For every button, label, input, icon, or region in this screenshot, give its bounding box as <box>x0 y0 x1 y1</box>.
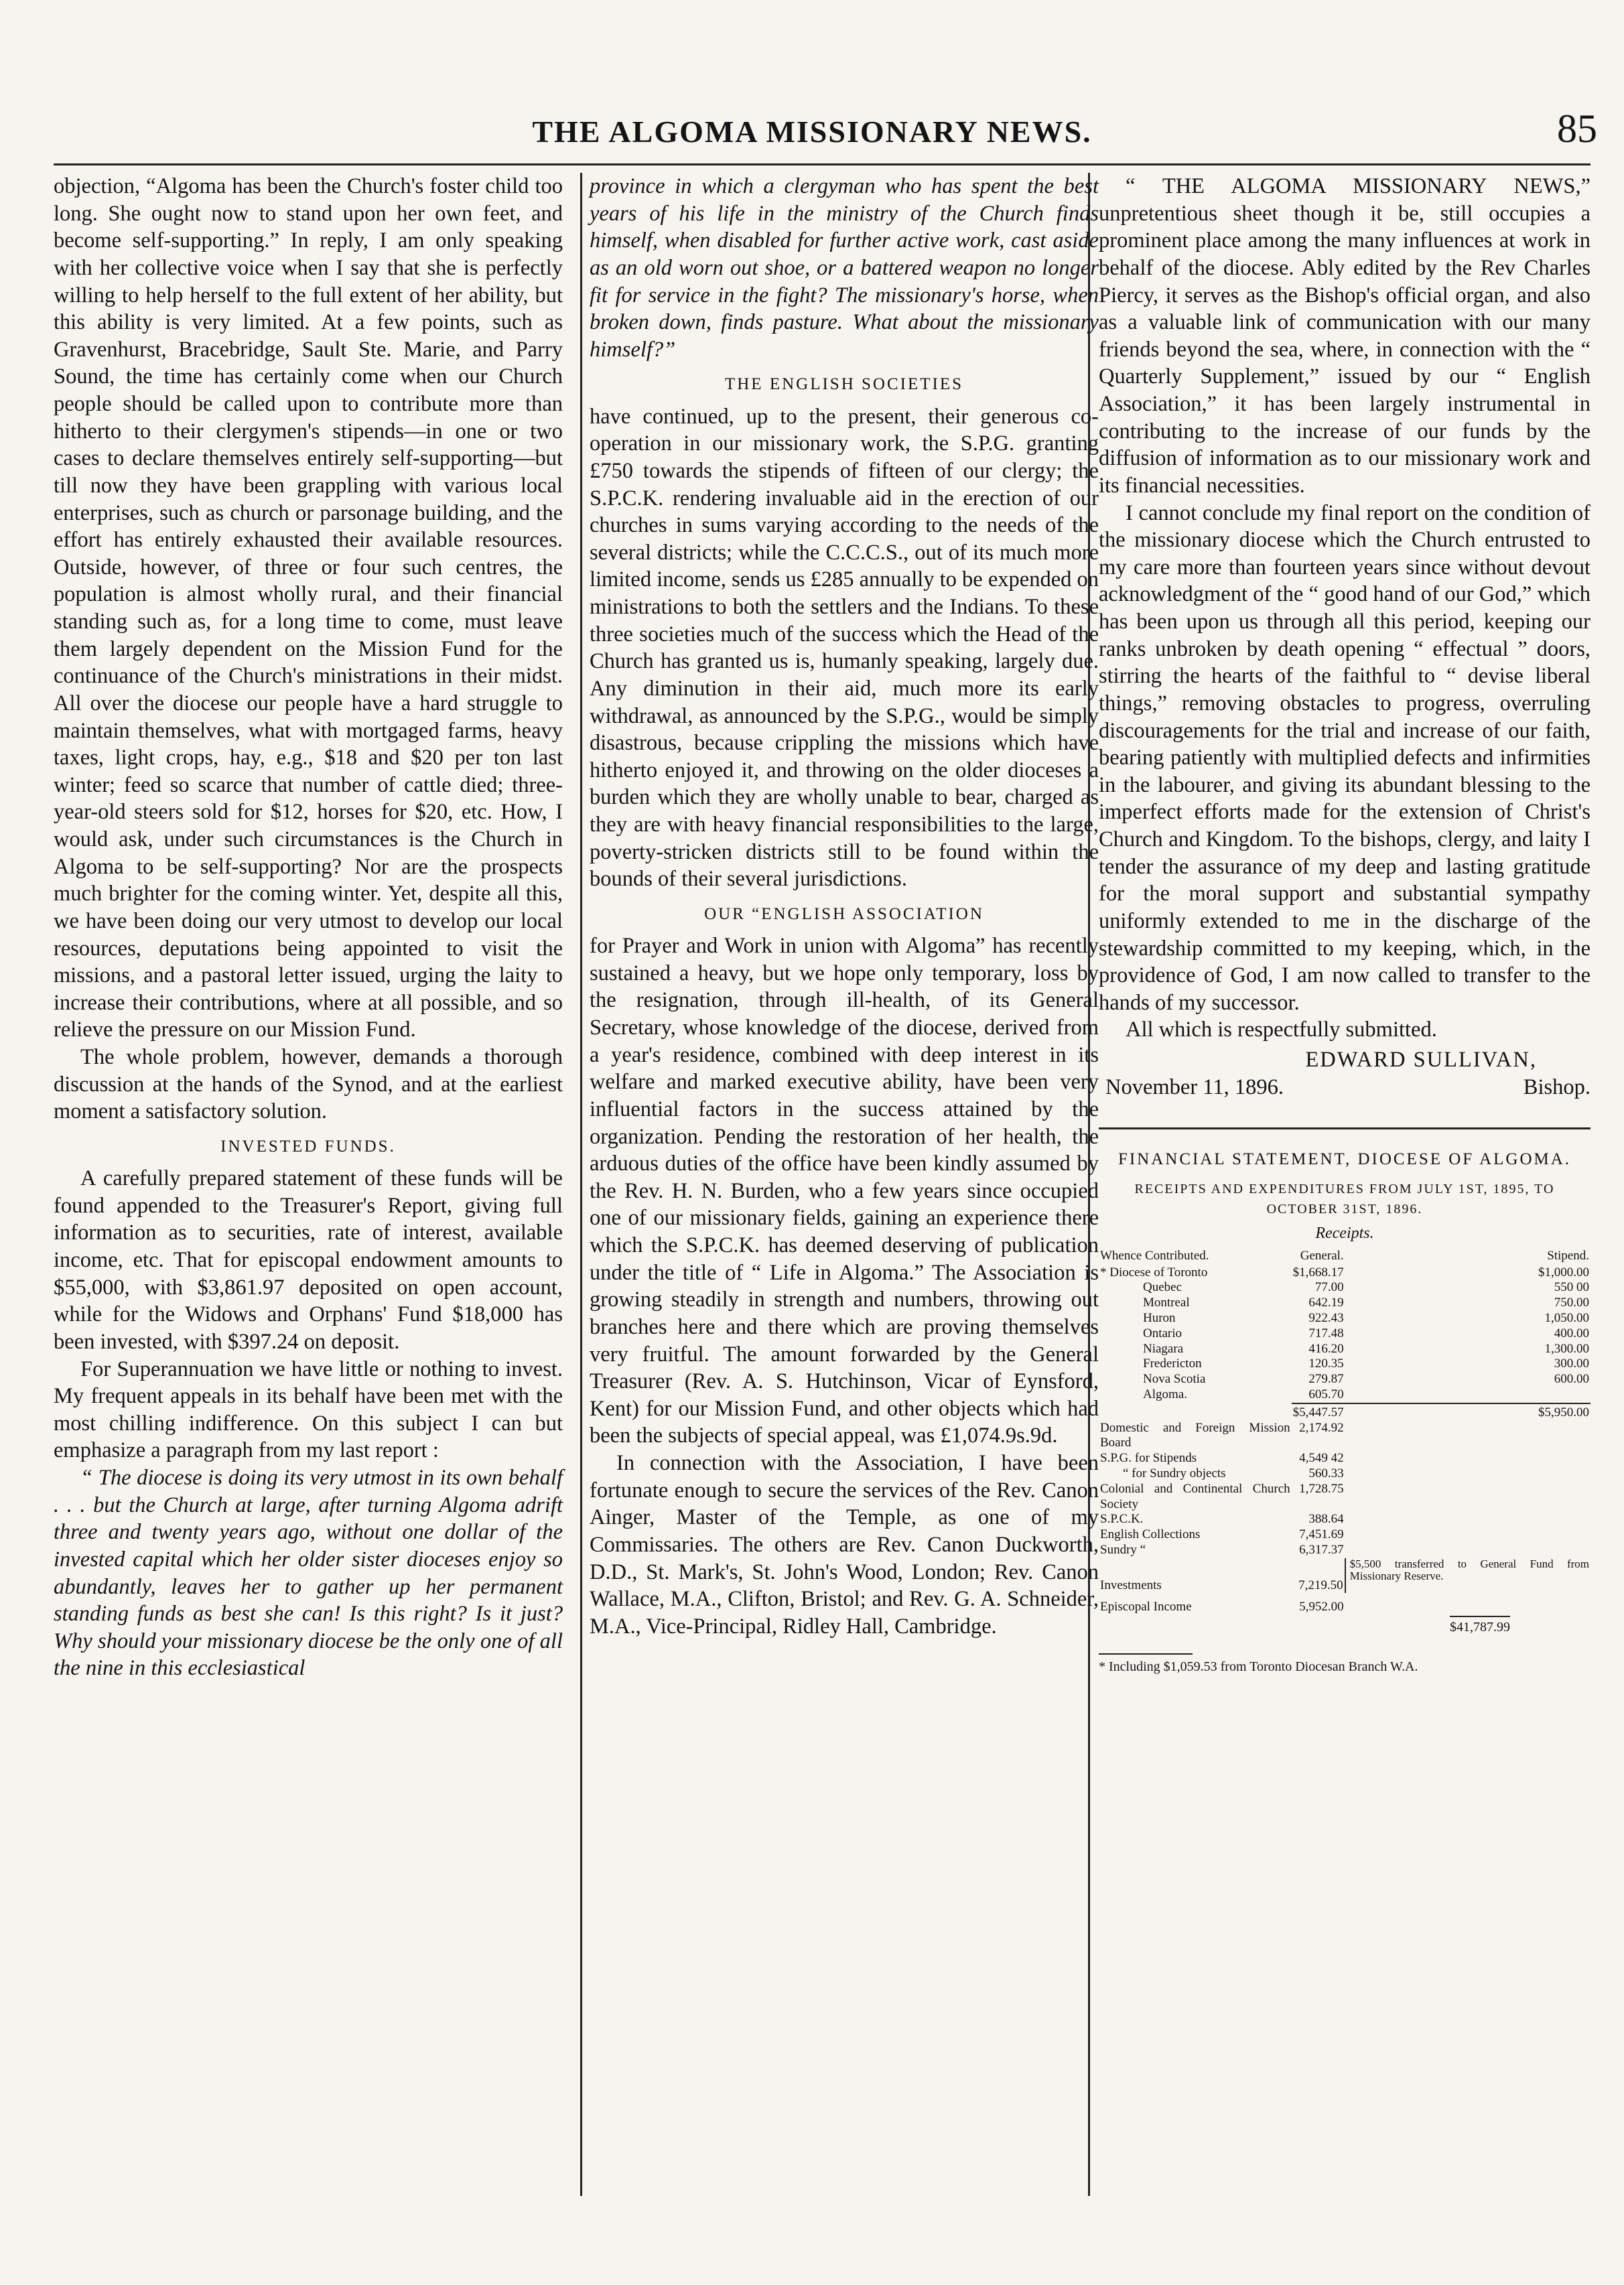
table-row <box>1099 1451 1591 1466</box>
table-row <box>1099 1265 1591 1281</box>
paragraph: In connection with the Association, I have been fortunate enough to secure the services of the Rev. Canon Ainger, Master of the Temple, as one of my Commissaries. The others are Rev. Canon Duckworth, D.D., St. Mark's, St. John's Wood, London; Rev. Canon Wallace, M.A., Clifton, Bristol; and Rev. G. A. Schneider, M.A., Vice-Principal, Ridley Hall, Cambridge. <box>590 1451 1099 1639</box>
row-stipend: 1,050.00 <box>1544 1310 1589 1325</box>
row-source: Episcopal Income <box>1100 1600 1192 1614</box>
table-row <box>1099 1357 1591 1372</box>
row-general: 388.64 <box>1308 1512 1344 1527</box>
closing-line: All which is respectfully submitted. <box>1126 1018 1437 1042</box>
row-source: Fredericton <box>1143 1357 1202 1371</box>
grand-total-value: $41,787.99 <box>1450 1616 1510 1635</box>
row-stipend: 300.00 <box>1554 1357 1589 1371</box>
masthead: THE ALGOMA MISSIONARY NEWS. <box>532 115 1092 149</box>
row-source: Huron <box>1143 1310 1176 1325</box>
table-row <box>1099 1512 1591 1527</box>
row-general: 560.33 <box>1308 1466 1344 1480</box>
paragraph: For Superannuation we have little or nothing to invest. My frequent appeals in its behalf have been met with the most chilling indifference. On this subject I can but emphasize a paragraph from my last report : <box>54 1357 563 1463</box>
row-general: 77.00 <box>1314 1280 1344 1295</box>
row-general: 717.48 <box>1308 1326 1344 1340</box>
row-source: S.P.G. for Stipends <box>1100 1451 1197 1466</box>
table-row <box>1099 1296 1591 1311</box>
receipts-table <box>1099 1249 1591 1616</box>
subtotal-stipend: $5,950.00 <box>1345 1403 1591 1421</box>
table-row <box>1099 1482 1591 1513</box>
row-stipend: 550 00 <box>1554 1280 1589 1295</box>
financial-rule <box>1099 1127 1591 1129</box>
row-general: 7,219.50 <box>1298 1578 1343 1592</box>
row-source: Montreal <box>1143 1296 1190 1310</box>
section-heading-english-societies: THE ENGLISH SOCIETIES <box>724 375 964 394</box>
header-rule <box>54 163 1591 165</box>
paragraph: for Prayer and Work in union with Algoma” has recently sustained a heavy, but we hope only temporary, loss by the resignation, through ill-health, of its General Secretary, whose knowledge of the diocese, derived from a year's residence, combined with deep interest in its welfare and marked executive ability, have been very influential factors in the success attained by the organization. Pending the restoration of her health, the arduous duties of the office have been kindly assumed by the Rev. H. N. Burden, who a few years since occupied one of our missionary fields, gaining an experience there which the S.P.C.K. has deemed deserving of publication under the title of “ Life in Algoma.” The Association is growing steadily in strength and numbers, throwing out branches here and there which are proving themselves very fruitful. The amount forwarded by the General Treasurer (Rev. A. S. Hutchinson, Vicar of Eynsford, Kent) for our Mission Fund, and other objects which had been the subjects of special appeal, was £1,074.9s.9d. <box>590 934 1099 1448</box>
footnote-rule <box>1099 1653 1193 1655</box>
row-source: “ for Sundry objects <box>1123 1466 1226 1480</box>
financial-statement-title: FINANCIAL STATEMENT, DIOCESE OF ALGOMA. <box>1118 1150 1572 1169</box>
table-row <box>1099 1387 1591 1403</box>
row-general: 279.87 <box>1308 1372 1344 1387</box>
row-source: S.P.C.K. <box>1100 1512 1144 1527</box>
table-subtotal-row <box>1099 1403 1591 1421</box>
row-source: Quebec <box>1143 1280 1182 1295</box>
paragraph: A carefully prepared statement of these funds will be found appended to the Treasurer's Report, giving full information as to securities, rate of interest, available income, etc. That for episcopal endowment amounts to $55,000, with $3,861.97 deposited on open account, while for the Widows and Orphans' Fund $18,000 has been invested, with $397.24 on deposit. <box>54 1166 563 1354</box>
table-row-episcopal <box>1099 1593 1591 1615</box>
row-source: Investments <box>1100 1578 1162 1592</box>
signature-date: November 11, 1896. <box>1105 1075 1284 1099</box>
subtotal-general: $5,447.57 <box>1292 1403 1345 1421</box>
grand-total <box>1099 1619 1591 1636</box>
table-header-row <box>1099 1249 1591 1265</box>
row-general: 1,728.75 <box>1299 1481 1344 1496</box>
row-general: 922.43 <box>1308 1310 1344 1325</box>
row-source: Sundry “ <box>1100 1542 1146 1557</box>
header-stipend: Stipend. <box>1547 1248 1589 1263</box>
row-source <box>1099 1403 1292 1421</box>
signature-name: EDWARD SULLIVAN, <box>1305 1048 1537 1072</box>
row-source: Ontario <box>1143 1326 1182 1340</box>
row-stipend: 1,300.00 <box>1544 1341 1589 1356</box>
paragraph: “ THE ALGOMA MISSIONARY NEWS,” unpretentious sheet though it be, still occupies a prominent place among the many influences at work in behalf of the diocese. Ably edited by the Rev Charles Piercy, it serves as the Bishop's official organ, and also as a valuable link of communication with our many friends beyond the sea, where, in connection with the “ Quarterly Supplement,” issued by our “ English Association,” it has been largely instrumental in contributing to the increase of our funds by the diffusion of information as to our missionary work and its financial necessities. <box>1099 174 1591 498</box>
row-stipend: 600.00 <box>1554 1372 1589 1387</box>
column-1 <box>54 173 563 1682</box>
header-source: Whence Contributed. <box>1100 1248 1209 1263</box>
transfer-note: $5,500 transferred to General Fund from Missionary Reserve. <box>1345 1558 1591 1594</box>
row-source: Colonial and Continental Church Society <box>1100 1481 1290 1511</box>
signature-date-line <box>1099 1074 1591 1101</box>
table-row <box>1099 1466 1591 1482</box>
quotation: “ The diocese is doing its very utmost in its own behalf . . . but the Church at large, after turning Algoma adrift three and twenty years ago, without one dollar of the invested capital which her older sister dioceses enjoy so abundantly, leaves her to gather up her permanent standing funds as best she can! Is this right? Is it just? Why should your missionary diocese be the only one of all the nine in this ecclesiastical <box>54 1466 563 1681</box>
row-stipend <box>1345 1387 1591 1403</box>
row-general: $1,668.17 <box>1292 1265 1344 1279</box>
row-general: 7,451.69 <box>1299 1527 1344 1542</box>
running-head <box>0 100 1624 161</box>
footnote: * Including $1,059.53 from Toronto Diocesan Branch W.A. <box>1099 1659 1418 1675</box>
paragraph: have continued, up to the present, their generous co-operation in our missionary work, the S.P.G. granting £750 towards the stipends of fifteen of our clergy; the S.P.C.K. rendering invaluable aid in the erection of our churches in sums varying according to the needs of the several districts; while the C.C.C.S., out of its much more limited income, sends us £285 annually to be expended on ministrations to both the settlers and the Indians. To these three societies much of the success which the Head of the Church has granted us is, humanly speaking, largely due. Any diminution in their aid, much more its early withdrawal, as announced by the S.P.G., would be simply disastrous, because crippling the missions which have hitherto enjoyed it, and throwing on the older dioceses a burden which they are wholly unable to bear, charged as they are with heavy financial responsibilities to the large, poverty-stricken districts still to be found within the bounds of their several jurisdictions. <box>590 404 1099 892</box>
header-general: General. <box>1300 1248 1344 1263</box>
column-2 <box>590 173 1099 1640</box>
signature-block <box>1099 1046 1591 1101</box>
table-row <box>1099 1372 1591 1387</box>
row-stipend: $1,000.00 <box>1538 1265 1589 1279</box>
row-source: * Diocese of Toronto <box>1100 1265 1208 1279</box>
page-number: 85 <box>1557 107 1597 151</box>
column-divider-1 <box>580 173 582 2196</box>
row-general: 5,952.00 <box>1299 1600 1344 1614</box>
column-3 <box>1099 173 1591 1675</box>
row-general: 6,317.37 <box>1299 1542 1344 1557</box>
paragraph: I cannot conclude my final report on the condition of the missionary diocese which the Church entrusted to my care more than fourteen years since without devout acknowledgment of the “ good hand of our God,” which has been upon us through all this period, keeping our ranks unbroken by death opening “ effectual ” doors, stirring the hearts of the faithful to “ devise liberal things,” removing obstacles to progress, overruling discouragements for the trial and increase of our faith, bearing patiently with multiplied defects and infirmities in the labourer, and giving its abundant blessing to the imperfect efforts made for the extension of Christ's Church and Kingdom. To the bishops, clergy, and laity I tender the assurance of my deep and lasting gratitude for the moral support and substantial sympathy uniformly extended to me in the discharge of the stewardship committed to my keeping, which, in the providence of God, I am now called to transfer to the hands of my successor. <box>1099 500 1591 1015</box>
table-row <box>1099 1342 1591 1357</box>
table-row <box>1099 1421 1591 1452</box>
table-row <box>1099 1326 1591 1342</box>
row-source: Niagara <box>1143 1341 1184 1356</box>
row-general: 605.70 <box>1308 1387 1344 1401</box>
paragraph: The whole problem, however, demands a thorough discussion at the hands of the Synod, and at the earliest moment a satisfactory solution. <box>54 1045 563 1124</box>
table-row <box>1099 1311 1591 1326</box>
financial-statement-subtitle: RECEIPTS AND EXPENDITURES FROM JULY 1ST, 1895, TO OCTOBER 31ST, 1896. <box>1134 1181 1555 1217</box>
section-heading-invested-funds: INVESTED FUNDS. <box>220 1137 396 1156</box>
row-source: English Collections <box>1100 1527 1201 1542</box>
paragraph: objection, “Algoma has been the Church's foster child too long. She ought now to stand upon her own feet, and become self-supporting.” In reply, I am only speaking with her collective voice when I say that she is perfectly willing to help herself to the full extent of her ability, but this ability is very limited. At a few points, such as Gravenhurst, Bracebridge, Sault Ste. Marie, and Parry Sound, the time has certainly come when our Church people should be called upon to contribute more than hitherto to their clergymen's stipends—in one or two cases to declare themselves entirely self-supporting—but till now they have been grappling with various local enterprises, such as church or parsonage building, and the effort has entirely exhausted their available resources. Outside, however, of three or four such centres, the population is almost wholly rural, and their financial standing such as, for a long time to come, must leave them largely dependent on the Mission Fund for the continuance of the Church's ministrations in their midst. All over the diocese our people have a hard struggle to maintain themselves, what with mortgaged farms, heavy taxes, light crops, hay, e.g., $18 and $20 per ton last winter; feed so scarce that number of cattle died; three-year-old steers sold for $12, horses for $20, etc. How, I would ask, under such circumstances is the Church in Algoma to be self-supporting? Nor are the prospects much brighter for the coming winter. Yet, despite all this, we have been doing our very utmost to develop our local resources, deputations being appointed to visit the missions, and a pastoral letter issued, urging the laity to increase their contributions, where at all possible, and so relieve the pressure on our Mission Fund. <box>54 174 563 1042</box>
row-general: 2,174.92 <box>1299 1420 1344 1435</box>
row-stipend: 400.00 <box>1554 1326 1589 1340</box>
table-row-investments <box>1099 1558 1591 1594</box>
receipts-label: Receipts. <box>1315 1224 1374 1242</box>
table-row <box>1099 1280 1591 1296</box>
row-source: Nova Scotia <box>1143 1372 1206 1387</box>
row-general: 4,549 42 <box>1299 1451 1344 1466</box>
section-heading-english-association: OUR “ENGLISH ASSOCIATION <box>704 904 984 923</box>
table-row <box>1099 1527 1591 1543</box>
row-source: Domestic and Foreign Mission Board <box>1100 1420 1290 1450</box>
row-general: 642.19 <box>1308 1296 1344 1310</box>
quotation-continued: province in which a clergyman who has spent the best years of his life in the ministry of the Church finds himself, when disabled for further active work, cast aside as an old worn out shoe, or a battered weapon no longer fit for service in the fight? The missionary's horse, when broken down, finds pasture. What about the missionary himself?” <box>590 174 1099 362</box>
table-row <box>1099 1543 1591 1558</box>
row-stipend: 750.00 <box>1554 1296 1589 1310</box>
row-general: 416.20 <box>1308 1341 1344 1356</box>
signature-title: Bishop. <box>1523 1075 1591 1099</box>
row-general: 120.35 <box>1308 1357 1344 1371</box>
row-source: Algoma. <box>1143 1387 1187 1401</box>
